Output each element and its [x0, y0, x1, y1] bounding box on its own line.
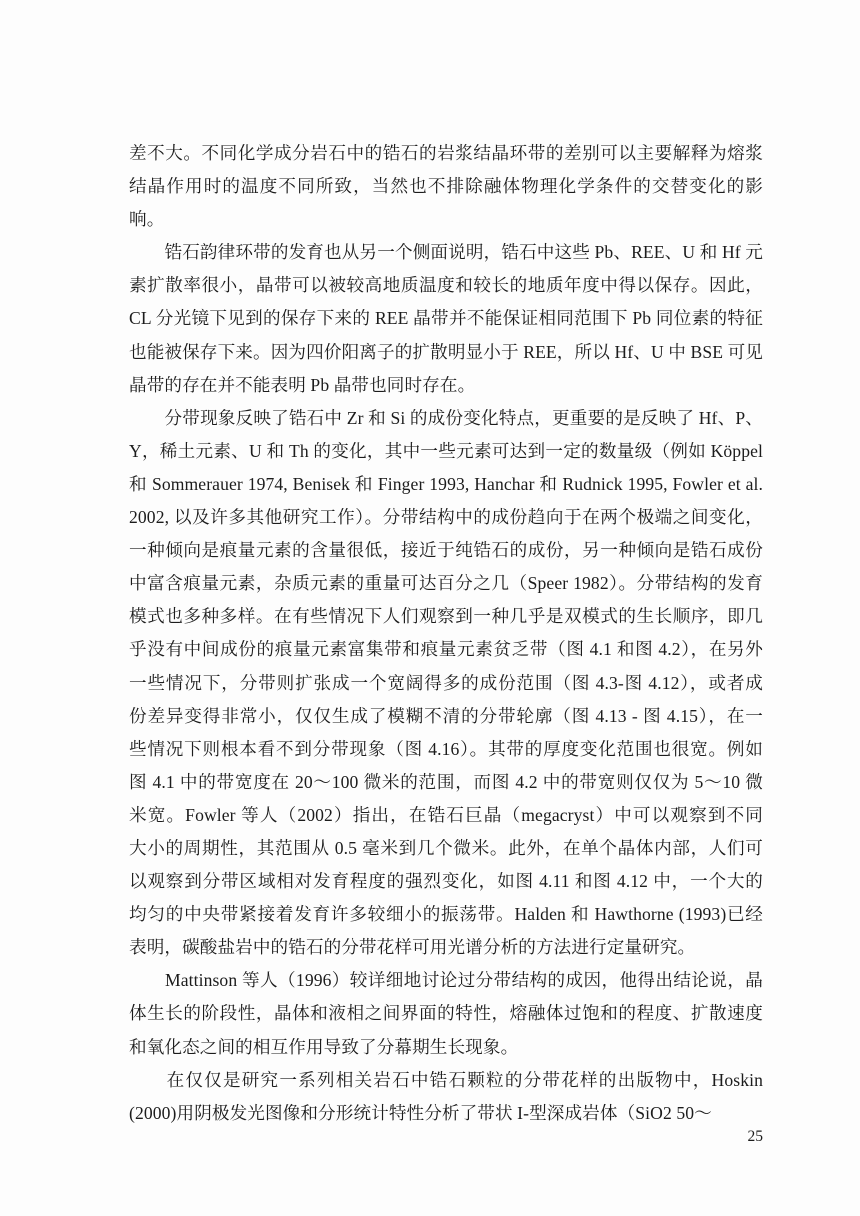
text-line: 也能被保存下来。因为四价阳离子的扩散明显小于 REE，所以 Hf、U 中 BSE 可见	[129, 341, 763, 362]
text-line: CL 分光镜下见到的保存下来的 REE 晶带并不能保证相同范围下 Pb 同位素的特征	[129, 308, 763, 329]
text-line: 模式也多种多样。在有些情况下人们观察到一种几乎是双模式的生长顺序，即几	[129, 606, 763, 627]
page-number: 25	[747, 1128, 763, 1145]
text-column	[129, 137, 763, 1130]
text-line: 体生长的阶段性，晶体和液相之间界面的特性，熔融体过饱和的程度、扩散速度	[129, 1003, 763, 1024]
text-line: 结晶作用时的温度不同所致，当然也不排除融体物理化学条件的交替变化的影	[129, 176, 763, 197]
text-line: (2000)用阴极发光图像和分形统计特性分析了带状 I-型深成岩体（SiO2 50～	[129, 1102, 712, 1123]
text-line: 响。	[129, 209, 165, 230]
paragraph	[129, 1064, 763, 1130]
text-line: 中富含痕量元素，杂质元素的重量可达百分之几（Speer 1982）。分带结构的发育	[129, 573, 763, 594]
text-line: 些情况下则根本看不到分带现象（图 4.16）。其带的厚度变化范围也很宽。例如	[129, 738, 763, 759]
text-line: 以观察到分带区域相对发育程度的强烈变化，如图 4.11 和图 4.12 中，一个大的	[129, 871, 763, 892]
text-line: 和氧化态之间的相互作用导致了分幕期生长现象。	[129, 1036, 519, 1057]
text-line: 在仅仅是研究一系列相关岩石中锆石颗粒的分带花样的出版物中，Hoskin	[129, 1069, 763, 1090]
text-line: 份差异变得非常小，仅仅生成了模糊不清的分带轮廓（图 4.13 - 图 4.15），在一	[129, 705, 763, 726]
text-line: 米宽。Fowler 等人（2002）指出，在锆石巨晶（megacryst）中可以观察到不同	[129, 804, 763, 825]
text-line: 2002, 以及许多其他研究工作）。分带结构中的成份趋向于在两个极端之间变化，	[129, 507, 763, 528]
text-line: Mattinson 等人（1996）较详细地讨论过分带结构的成因，他得出结论说，晶	[129, 970, 763, 991]
paragraph	[129, 964, 763, 1063]
paragraph	[129, 236, 763, 401]
text-line: 大小的周期性，其范围从 0.5 毫米到几个微米。此外，在单个晶体内部，人们可	[129, 837, 763, 858]
text-line: 素扩散率很小，晶带可以被较高地质温度和较长的地质年度中得以保存。因此，	[129, 275, 763, 296]
text-line: 表明，碳酸盐岩中的锆石的分带花样可用光谱分析的方法进行定量研究。	[129, 937, 696, 958]
text-line: 一些情况下，分带则扩张成一个宽阔得多的成份范围（图 4.3-图 4.12），或者成	[129, 672, 763, 693]
text-line: 分带现象反映了锆石中 Zr 和 Si 的成份变化特点，更重要的是反映了 Hf、P、	[129, 407, 763, 428]
paragraph	[129, 137, 763, 236]
paragraph	[129, 402, 763, 965]
text-line: 差不大。不同化学成分岩石中的锆石的岩浆结晶环带的差别可以主要解释为熔浆	[129, 143, 763, 163]
text-line: 和 Sommerauer 1974, Benisek 和 Finger 1993, Hanchar 和 Rudnick 1995, Fowler et al.	[129, 473, 763, 494]
text-line: 锆石韵律环带的发育也从另一个侧面说明，锆石中这些 Pb、REE、U 和 Hf 元	[129, 242, 763, 263]
text-line: 乎没有中间成份的痕量元素富集带和痕量元素贫乏带（图 4.1 和图 4.2），在另外	[129, 639, 763, 660]
text-line: Y，稀土元素、U 和 Th 的变化，其中一些元素可达到一定的数量级（例如 Köppel	[129, 440, 763, 461]
text-line: 图 4.1 中的带宽度在 20～100 微米的范围，而图 4.2 中的带宽则仅仅为 5～10 微	[129, 771, 763, 792]
text-line: 均匀的中央带紧接着发育许多较细小的振荡带。Halden 和 Hawthorne (1993)已经	[129, 904, 763, 925]
text-line: 一种倾向是痕量元素的含量很低，接近于纯锆石的成份，另一种倾向是锆石成份	[129, 540, 763, 561]
text-line: 晶带的存在并不能表明 Pb 晶带也同时存在。	[129, 374, 476, 395]
